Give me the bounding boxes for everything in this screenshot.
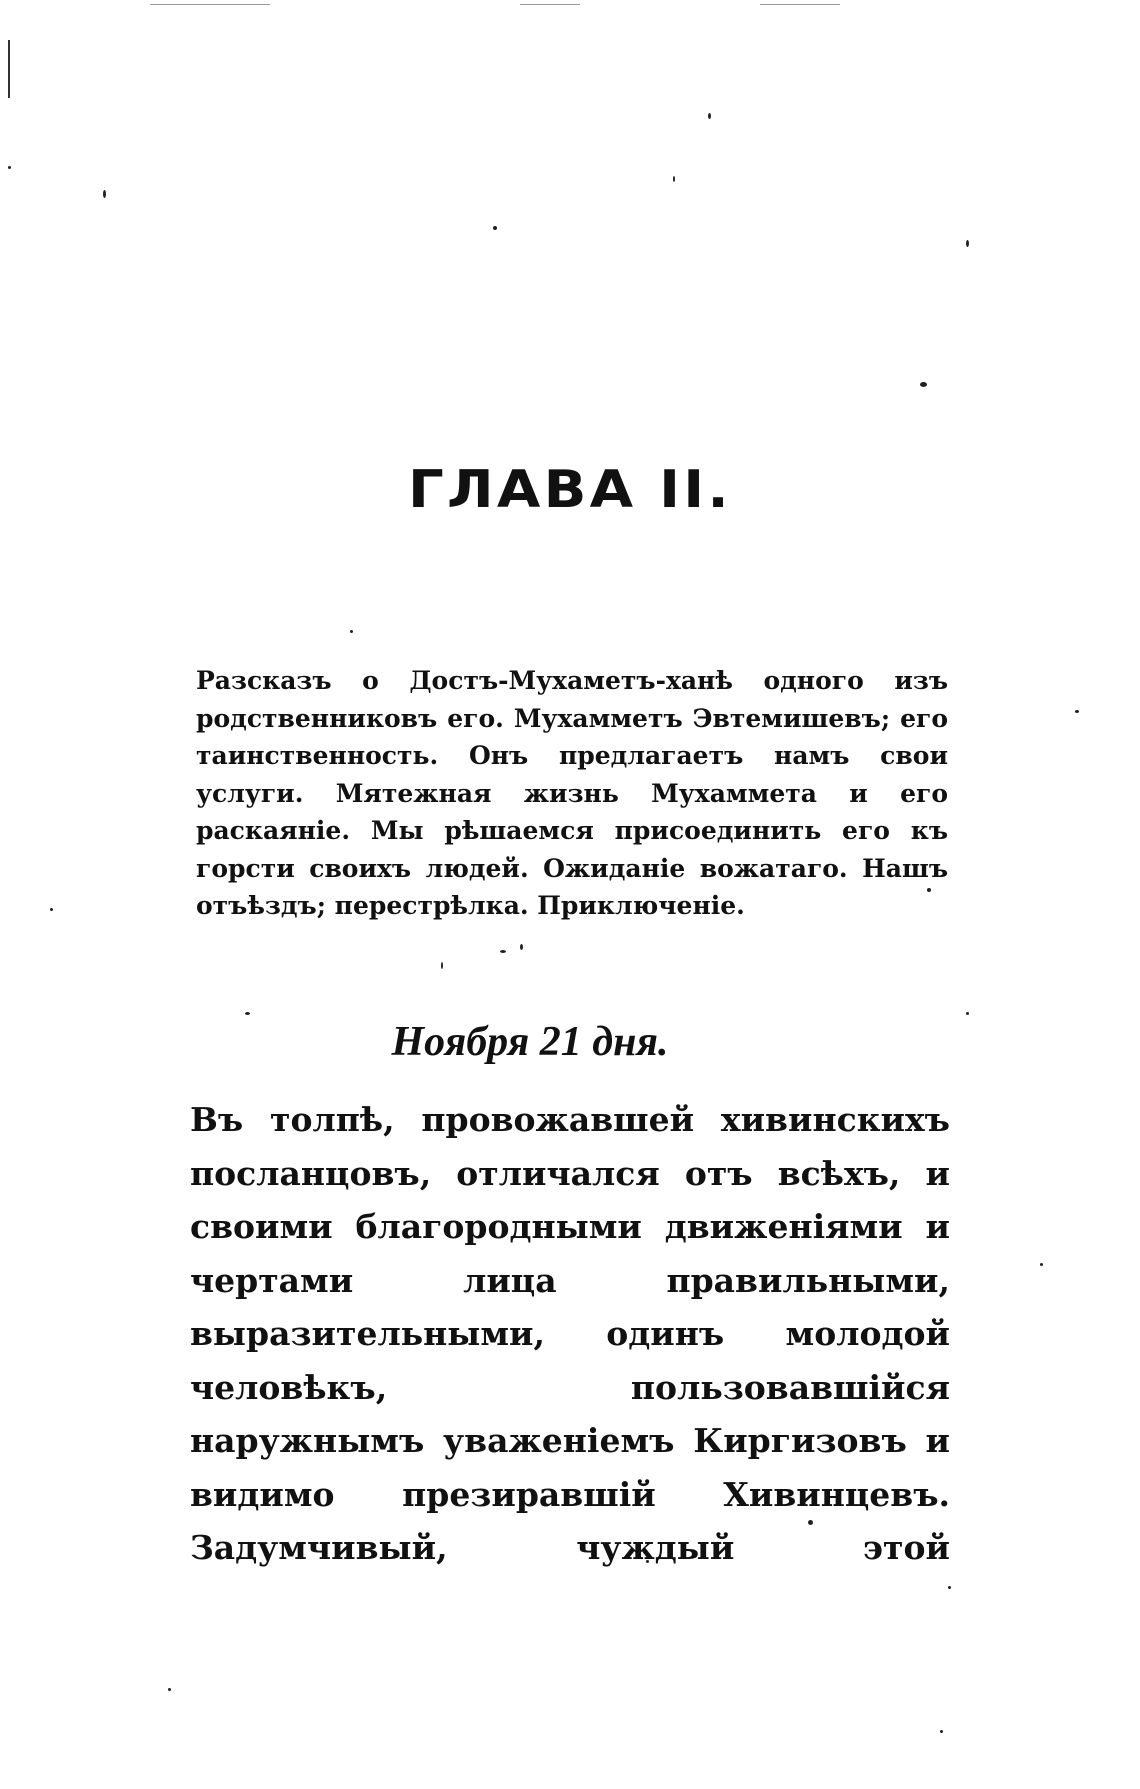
chapter-heading: ГЛАВА II.	[407, 460, 732, 520]
scan-speck	[245, 1012, 250, 1015]
scan-edge-mark	[8, 40, 10, 98]
scan-top-line	[520, 4, 580, 5]
scan-speck	[103, 190, 106, 198]
chapter-summary: Разсказъ о Достъ-Мухаметъ-ханѣ одного изъ родственниковъ его. Мухамметъ Эвтемишевъ; его таинственность. Онъ предлагаетъ намъ свои услуги. Мятежная жизнь Мухаммета и его раскаяніе. Мы рѣшаемся присоединить его къ горсти своихъ людей. Ожиданіе вожатаго. Нашъ отъѣздъ; перестрѣлка. Приключеніе.	[196, 666, 948, 920]
scan-speck	[673, 176, 675, 182]
scan-speck	[966, 1012, 969, 1015]
scan-speck	[948, 1586, 951, 1589]
scan-speck	[1040, 1263, 1043, 1266]
scan-speck	[708, 113, 711, 119]
scan-speck	[940, 1730, 943, 1733]
scan-speck	[920, 382, 927, 387]
scan-speck	[520, 944, 523, 950]
scan-speck	[8, 166, 11, 169]
scan-top-line	[760, 4, 840, 5]
scan-speck	[500, 950, 506, 953]
scan-speck	[493, 226, 497, 230]
date-heading: Ноября 21 дня.	[391, 1019, 669, 1065]
scan-speck	[966, 240, 969, 247]
scan-speck	[50, 908, 53, 911]
scan-speck	[1075, 710, 1079, 713]
scan-speck	[441, 962, 443, 969]
scan-speck	[168, 1688, 171, 1691]
scan-top-line	[150, 4, 270, 5]
body-paragraph: Въ толпѣ, провожавшей хивинскихъ посланцовъ, отличался отъ всѣхъ, и своими благородными движеніями и чертами лица правильными, выразительными, одинъ молодой человѣкъ, пользовавшійся наружнымъ уваженіемъ Киргизовъ и видимо презиравшій Хивинцевъ. Задумчивый, чуждый этой	[190, 1100, 950, 1567]
scan-speck	[350, 630, 353, 633]
